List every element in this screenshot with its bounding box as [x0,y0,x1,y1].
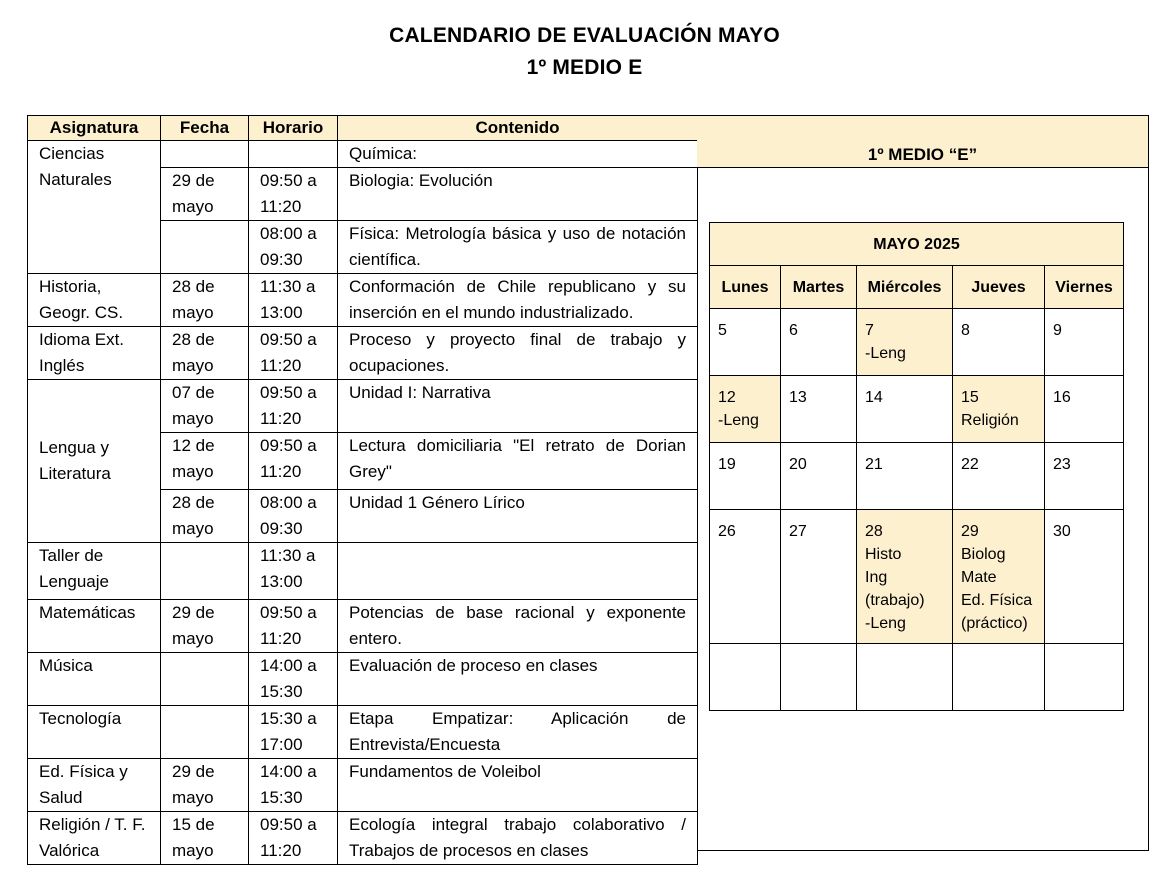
calendar-day-number: 5 [718,322,727,339]
calendar-day-number: 15 [961,389,979,406]
contenido-cell: Química: [338,141,698,168]
contenido-cell: Unidad 1 Género Lírico [338,490,698,543]
table-row [28,141,698,168]
fecha-cell: 28 de mayo [161,327,249,380]
horario-cell: 09:50 a 11:20 [249,812,338,865]
table-header-row [28,116,698,141]
contenido-cell: Etapa Empatizar: Aplicación de Entrevista/Encuesta [338,706,698,759]
fecha-cell [161,706,249,759]
calendar-event: Religión [961,412,1019,429]
calendar-event: (trabajo) [865,592,925,609]
calendar-day-number: 9 [1053,322,1062,339]
dayname-martes: Martes [781,266,857,309]
dayname-jueves: Jueves [953,266,1045,309]
fecha-cell [161,221,249,274]
calendar-event: Ed. Física [961,592,1033,609]
calendar-day-number: 12 [718,389,736,406]
contenido-cell: Lectura domiciliaria "El retrato de Dorian Grey" [338,433,698,490]
calendar-event: Histo [865,546,902,563]
subject-cell: Historia, Geogr. CS. [28,274,161,327]
calendar-day-number: 23 [1053,456,1071,473]
calendar-event: Mate [961,569,997,586]
calendar-day-number: 16 [1053,389,1071,406]
calendar-day-cell [781,644,857,711]
contenido-cell: Fundamentos de Voleibol [338,759,698,812]
fecha-cell: 07 de mayo [161,380,249,433]
table-row [28,812,698,865]
subject-cell: Tecnología [28,706,161,759]
calendar-day-cell [781,376,857,443]
horario-cell: 09:50 a 11:20 [249,327,338,380]
contenido-cell: Biologia: Evolución [338,168,698,221]
fecha-cell: 29 de mayo [161,600,249,653]
fecha-cell: 28 de mayo [161,490,249,543]
calendar-day-cell [1045,644,1124,711]
calendar-event: (práctico) [961,615,1028,632]
calendar-day-number: 20 [789,456,807,473]
horario-cell: 11:30 a 13:00 [249,274,338,327]
calendar-day-cell [710,443,781,510]
horario-cell: 09:50 a 11:20 [249,168,338,221]
calendar-day-cell [1045,443,1124,510]
contenido-cell [338,543,698,600]
horario-cell: 09:50 a 11:20 [249,600,338,653]
header-fecha: Fecha [161,116,249,141]
calendar-day-cell [953,309,1045,376]
calendar-day-cell [781,443,857,510]
calendar-event: -Leng [865,615,906,632]
calendar-weeks [710,309,1124,711]
subject-cell: Religión / T. F. Valórica [28,812,161,865]
header-asignatura: Asignatura [28,116,161,141]
evaluation-table [27,115,698,865]
contenido-cell: Evaluación de proceso en clases [338,653,698,706]
calendar-day-cell [953,376,1045,443]
calendar-day-cell [1045,376,1124,443]
page-title: CALENDARIO DE EVALUACIÓN MAYO [389,24,780,47]
horario-cell: 14:00 a 15:30 [249,759,338,812]
calendar-event: Ing [865,569,888,586]
calendar-day-cell [857,644,953,711]
fecha-cell [161,653,249,706]
calendar-day-cell [857,510,953,644]
calendar-day-number: 13 [789,389,807,406]
subject-cell: Ciencias Naturales [28,141,161,274]
month-calendar [709,222,1124,711]
calendar-daynames [710,266,1124,309]
calendar-day-cell [710,376,781,443]
calendar-day-number: 19 [718,456,736,473]
contenido-cell: Física: Metrología básica y uso de notación científica. [338,221,698,274]
header-contenido: Contenido [338,116,698,141]
fecha-cell: 28 de mayo [161,274,249,327]
calendar-day-cell [781,309,857,376]
table-row [28,327,698,380]
calendar-event: -Leng [718,412,759,429]
header-horario: Horario [249,116,338,141]
contenido-cell: Conformación de Chile republicano y su inserción en el mundo industrializado. [338,274,698,327]
calendar-day-number: 8 [961,322,970,339]
calendar-day-number: 22 [961,456,979,473]
calendar-day-cell [781,510,857,644]
calendar-day-number: 14 [865,389,883,406]
horario-cell: 08:00 a 09:30 [249,221,338,274]
table-row [28,380,698,433]
fecha-cell: 15 de mayo [161,812,249,865]
fecha-cell: 29 de mayo [161,168,249,221]
calendar-week-row [710,644,1124,711]
calendar-day-cell [953,644,1045,711]
calendar-event: Biolog [961,546,1006,563]
subject-cell: Ed. Física y Salud [28,759,161,812]
fecha-cell: 29 de mayo [161,759,249,812]
dayname-lunes: Lunes [710,266,781,309]
contenido-cell: Unidad I: Narrativa [338,380,698,433]
contenido-cell: Ecología integral trabajo colaborativo / Trabajos de procesos en clases [338,812,698,865]
calendar-day-cell [857,309,953,376]
calendar-week-row [710,309,1124,376]
calendar-day-cell [857,376,953,443]
table-row [28,759,698,812]
subject-cell: Música [28,653,161,706]
horario-cell: 11:30 a 13:00 [249,543,338,600]
calendar-day-number: 21 [865,456,883,473]
horario-cell [249,141,338,168]
calendar-day-number: 27 [789,523,807,540]
course-label: 1º MEDIO “E” [697,116,1148,168]
fecha-cell [161,543,249,600]
calendar-day-cell [710,309,781,376]
dayname-viernes: Viernes [1045,266,1124,309]
fecha-cell [161,141,249,168]
calendar-day-number: 30 [1053,523,1071,540]
subject-cell: Idioma Ext. Inglés [28,327,161,380]
table-row [28,706,698,759]
contenido-cell: Proceso y proyecto final de trabajo y ocupaciones. [338,327,698,380]
table-row [28,600,698,653]
calendar-day-cell [953,443,1045,510]
table-row [28,274,698,327]
horario-cell: 09:50 a 11:20 [249,433,338,490]
subject-cell: Taller de Lenguaje [28,543,161,600]
calendar-day-cell [710,644,781,711]
calendar-week-row [710,510,1124,644]
calendar-day-number: 28 [865,523,883,540]
horario-cell: 08:00 a 09:30 [249,490,338,543]
calendar-month-title: MAYO 2025 [710,223,1124,266]
contenido-cell: Potencias de base racional y exponente entero. [338,600,698,653]
calendar-day-number: 6 [789,322,798,339]
table-row [28,653,698,706]
dayname-miercoles: Miércoles [857,266,953,309]
subject-cell: Lengua y Literatura [28,380,161,543]
calendar-week-row [710,443,1124,510]
horario-cell: 14:00 a 15:30 [249,653,338,706]
fecha-cell: 12 de mayo [161,433,249,490]
calendar-week-row [710,376,1124,443]
calendar-day-cell [1045,510,1124,644]
horario-cell: 09:50 a 11:20 [249,380,338,433]
calendar-day-cell [710,510,781,644]
page-subtitle: 1º MEDIO E [526,56,643,79]
calendar-day-cell [857,443,953,510]
calendar-day-number: 29 [961,523,979,540]
calendar-day-number: 7 [865,322,874,339]
calendar-event: -Leng [865,345,906,362]
subject-cell: Matemáticas [28,600,161,653]
calendar-day-number: 26 [718,523,736,540]
table-row [28,543,698,600]
horario-cell: 15:30 a 17:00 [249,706,338,759]
calendar-day-cell [953,510,1045,644]
calendar-day-cell [1045,309,1124,376]
